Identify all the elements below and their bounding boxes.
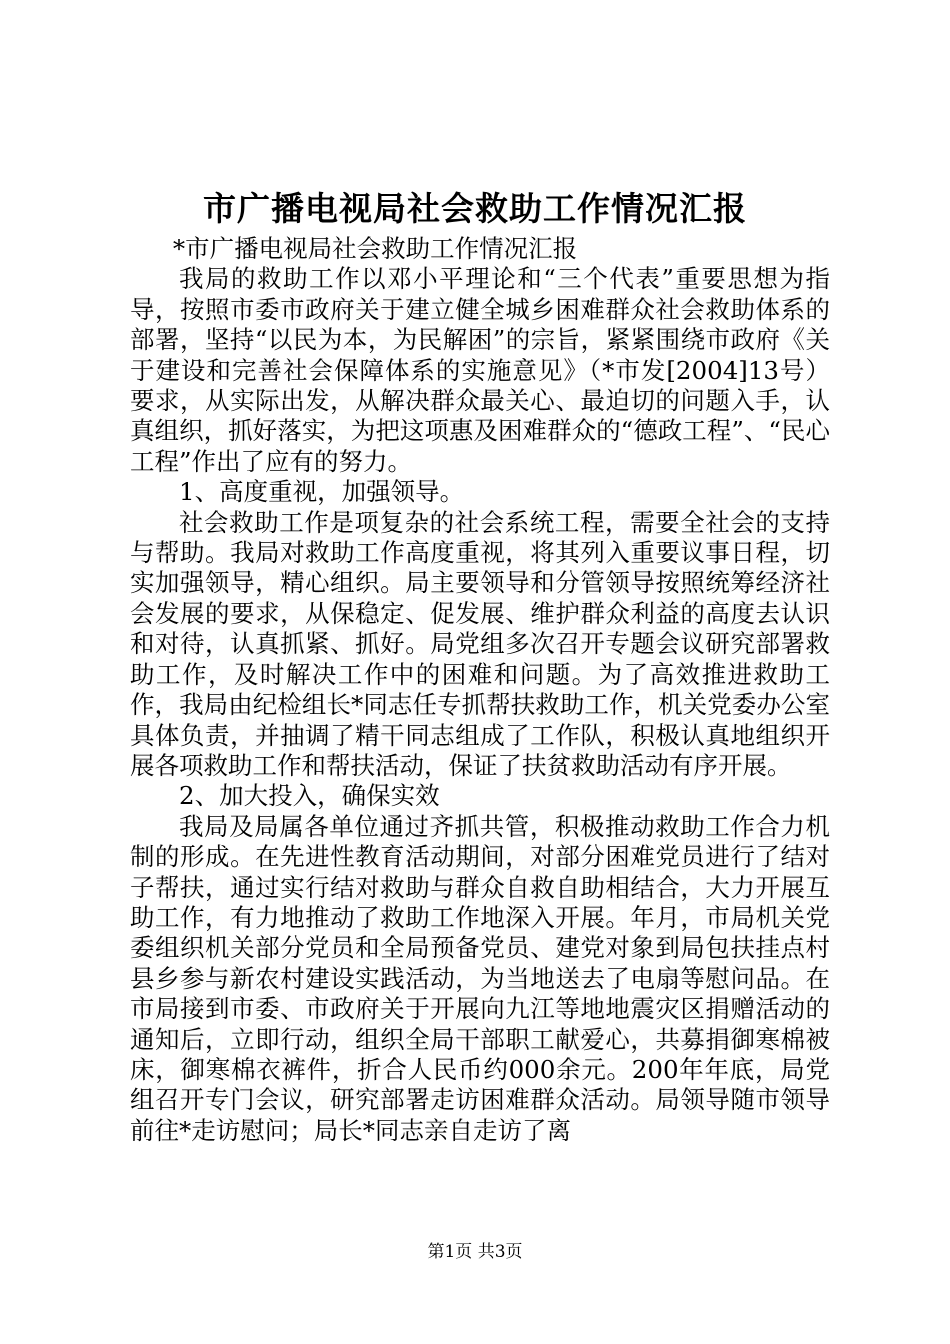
document-subtitle: *市广播电视局社会救助工作情况汇报 [172,234,578,263]
section-heading-1: 1、高度重视，加强领导。 [179,477,465,507]
paragraph-intro: 我局的救助工作以邓小平理论和“三个代表”重要思想为指导，按照市委市政府关于建立健全城乡困难群众社会救助体系的部署，坚持“以民为本，为民解困”的宗旨，紧紧围绕市政府《关于建设和完善社会保障体系的实施意见》（*市发[2004]13号）要求，从实际出发，从解决群众最关心、最迫切的问题入手，认真组织，抓好落实，为把这项惠及困难群众的“德政工程”、“民心工程”作出了应有的努力。 [130,264,830,476]
document-title: 市广播电视局社会救助工作情况汇报 [203,189,747,228]
document-body [130,234,830,1146]
paragraph-section-1: 社会救助工作是项复杂的社会系统工程，需要全社会的支持与帮助。我局对救助工作高度重视，将其列入重要议事日程，切实加强领导，精心组织。局主要领导和分管领导按照统筹经济社会发展的要求，从保稳定、促发展、维护群众利益的高度去认识和对待，认真抓紧、抓好。局党组多次召开专题会议研究部署救助工作，及时解决工作中的困难和问题。为了高效推进救助工作，我局由纪检组长*同志任专抓帮扶救助工作，机关党委办公室具体负责，并抽调了精干同志组成了工作队，积极认真地组织开展各项救助工作和帮扶活动，保证了扶贫救助活动有序开展。 [130,507,830,780]
page-footer: 第1页 共3页 [427,1242,523,1262]
paragraph-section-2: 我局及局属各单位通过齐抓共管，积极推动救助工作合力机制的形成。在先进性教育活动期间，对部分困难党员进行了结对子帮扶，通过实行结对救助与群众自救自助相结合，大力开展互助工作，有力地推动了救助工作地深入开展。年月，市局机关党委组织机关部分党员和全局预备党员、建党对象到局包扶挂点村县乡参与新农村建设实践活动，为当地送去了电扇等慰问品。在市局接到市委、市政府关于开展向九江等地地震灾区捐赠活动的通知后，立即行动，组织全局干部职工献爱心，共募捐御寒棉被床，御寒棉衣裤件，折合人民币约000余元。200年年底，局党组召开专门会议，研究部署走访困难群众活动。局领导随市领导前往*走访慰问；局长*同志亲自走访了离 [130,811,830,1145]
section-heading-2: 2、加大投入，确保实效 [179,781,440,811]
